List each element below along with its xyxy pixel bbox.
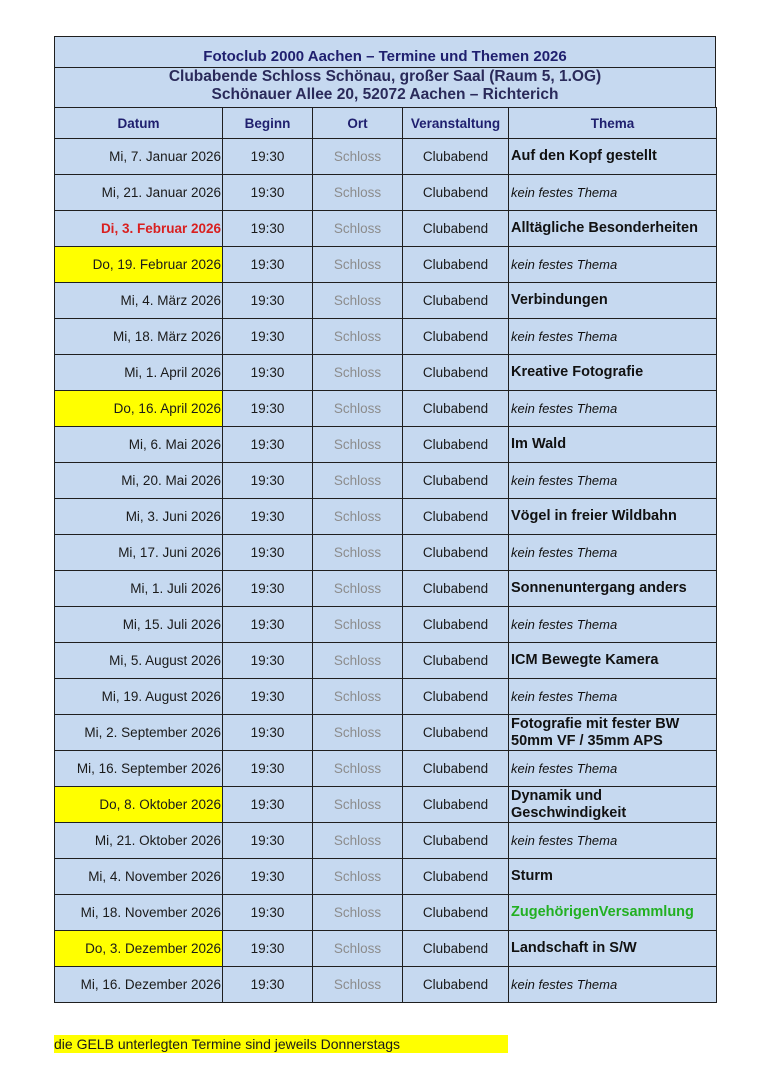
location-cell: Schloss [313, 355, 403, 391]
theme-cell: Dynamik und Geschwindigkeit [509, 787, 717, 823]
time-cell: 19:30 [223, 643, 313, 679]
table-row [55, 643, 717, 679]
date-cell: Mi, 5. August 2026 [55, 643, 223, 679]
table-row [55, 499, 717, 535]
location-cell: Schloss [313, 463, 403, 499]
event-cell: Clubabend [403, 679, 509, 715]
time-cell: 19:30 [223, 319, 313, 355]
page-title: Fotoclub 2000 Aachen – Termine und Themen 2026 [54, 36, 716, 67]
event-cell: Clubabend [403, 247, 509, 283]
theme-cell: Auf den Kopf gestellt [509, 139, 717, 175]
table-row [55, 715, 717, 751]
table-row [55, 823, 717, 859]
table-row [55, 247, 717, 283]
date-cell: Mi, 1. Juli 2026 [55, 571, 223, 607]
venue-line-2: Schönauer Allee 20, 52072 Aachen – Richterich [211, 86, 559, 103]
schedule-table [54, 107, 717, 1003]
date-cell: Mi, 17. Juni 2026 [55, 535, 223, 571]
date-cell: Do, 8. Oktober 2026 [55, 787, 223, 823]
location-cell: Schloss [313, 139, 403, 175]
event-cell: Clubabend [403, 535, 509, 571]
time-cell: 19:30 [223, 211, 313, 247]
date-cell: Mi, 21. Oktober 2026 [55, 823, 223, 859]
location-cell: Schloss [313, 895, 403, 931]
time-cell: 19:30 [223, 283, 313, 319]
table-row [55, 211, 717, 247]
date-cell: Mi, 16. Dezember 2026 [55, 967, 223, 1003]
date-cell: Di, 3. Februar 2026 [55, 211, 223, 247]
location-cell: Schloss [313, 751, 403, 787]
date-cell: Mi, 1. April 2026 [55, 355, 223, 391]
theme-cell: kein festes Thema [509, 967, 717, 1003]
event-cell: Clubabend [403, 931, 509, 967]
event-cell: Clubabend [403, 427, 509, 463]
date-cell: Mi, 4. November 2026 [55, 859, 223, 895]
date-cell: Do, 19. Februar 2026 [55, 247, 223, 283]
table-row [55, 391, 717, 427]
header-beginn: Beginn [223, 108, 313, 139]
table-row [55, 535, 717, 571]
event-cell: Clubabend [403, 643, 509, 679]
event-cell: Clubabend [403, 499, 509, 535]
theme-cell: kein festes Thema [509, 607, 717, 643]
table-row [55, 427, 717, 463]
location-cell: Schloss [313, 319, 403, 355]
theme-cell: Verbindungen [509, 283, 717, 319]
time-cell: 19:30 [223, 931, 313, 967]
time-cell: 19:30 [223, 787, 313, 823]
location-cell: Schloss [313, 787, 403, 823]
table-row [55, 787, 717, 823]
event-cell: Clubabend [403, 895, 509, 931]
venue-block [54, 67, 716, 107]
theme-cell: Im Wald [509, 427, 717, 463]
table-row [55, 967, 717, 1003]
theme-cell: kein festes Thema [509, 391, 717, 427]
date-cell: Mi, 3. Juni 2026 [55, 499, 223, 535]
event-cell: Clubabend [403, 139, 509, 175]
theme-cell: Landschaft in S/W [509, 931, 717, 967]
theme-cell: kein festes Thema [509, 679, 717, 715]
date-cell: Mi, 6. Mai 2026 [55, 427, 223, 463]
time-cell: 19:30 [223, 391, 313, 427]
date-cell: Mi, 21. Januar 2026 [55, 175, 223, 211]
event-cell: Clubabend [403, 715, 509, 751]
event-cell: Clubabend [403, 607, 509, 643]
time-cell: 19:30 [223, 823, 313, 859]
time-cell: 19:30 [223, 355, 313, 391]
theme-cell: kein festes Thema [509, 175, 717, 211]
location-cell: Schloss [313, 427, 403, 463]
schedule-sheet [54, 36, 716, 1003]
event-cell: Clubabend [403, 823, 509, 859]
date-cell: Mi, 7. Januar 2026 [55, 139, 223, 175]
header-thema: Thema [509, 108, 717, 139]
time-cell: 19:30 [223, 247, 313, 283]
location-cell: Schloss [313, 391, 403, 427]
header-datum: Datum [55, 108, 223, 139]
location-cell: Schloss [313, 931, 403, 967]
date-cell: Mi, 18. November 2026 [55, 895, 223, 931]
theme-cell: kein festes Thema [509, 463, 717, 499]
table-row [55, 571, 717, 607]
theme-cell: kein festes Thema [509, 535, 717, 571]
table-row [55, 139, 717, 175]
location-cell: Schloss [313, 715, 403, 751]
event-cell: Clubabend [403, 211, 509, 247]
time-cell: 19:30 [223, 139, 313, 175]
venue-line-1: Clubabende Schloss Schönau, großer Saal (Raum 5, 1.OG) [168, 68, 602, 85]
table-row [55, 931, 717, 967]
date-cell: Mi, 4. März 2026 [55, 283, 223, 319]
location-cell: Schloss [313, 571, 403, 607]
date-cell: Mi, 16. September 2026 [55, 751, 223, 787]
location-cell: Schloss [313, 679, 403, 715]
event-cell: Clubabend [403, 175, 509, 211]
location-cell: Schloss [313, 283, 403, 319]
time-cell: 19:30 [223, 571, 313, 607]
footnote: die GELB unterlegten Termine sind jeweils Donnerstags [54, 1035, 508, 1053]
event-cell: Clubabend [403, 355, 509, 391]
location-cell: Schloss [313, 175, 403, 211]
theme-cell: kein festes Thema [509, 247, 717, 283]
header-veranstaltung: Veranstaltung [403, 108, 509, 139]
location-cell: Schloss [313, 499, 403, 535]
time-cell: 19:30 [223, 751, 313, 787]
table-row [55, 283, 717, 319]
date-cell: Do, 16. April 2026 [55, 391, 223, 427]
theme-cell: kein festes Thema [509, 319, 717, 355]
table-row [55, 607, 717, 643]
table-row [55, 751, 717, 787]
theme-cell: ICM Bewegte Kamera [509, 643, 717, 679]
theme-cell: ZugehörigenVersammlung [509, 895, 717, 931]
table-row [55, 463, 717, 499]
event-cell: Clubabend [403, 319, 509, 355]
time-cell: 19:30 [223, 679, 313, 715]
time-cell: 19:30 [223, 463, 313, 499]
location-cell: Schloss [313, 607, 403, 643]
location-cell: Schloss [313, 535, 403, 571]
event-cell: Clubabend [403, 859, 509, 895]
time-cell: 19:30 [223, 175, 313, 211]
theme-cell: Vögel in freier Wildbahn [509, 499, 717, 535]
time-cell: 19:30 [223, 607, 313, 643]
header-row [55, 108, 717, 139]
date-cell: Mi, 2. September 2026 [55, 715, 223, 751]
table-row [55, 895, 717, 931]
event-cell: Clubabend [403, 967, 509, 1003]
event-cell: Clubabend [403, 571, 509, 607]
event-cell: Clubabend [403, 751, 509, 787]
location-cell: Schloss [313, 211, 403, 247]
date-cell: Mi, 15. Juli 2026 [55, 607, 223, 643]
location-cell: Schloss [313, 643, 403, 679]
location-cell: Schloss [313, 823, 403, 859]
time-cell: 19:30 [223, 967, 313, 1003]
table-row [55, 355, 717, 391]
theme-cell: Fotografie mit fester BW 50mm VF / 35mm APS [509, 715, 717, 751]
event-cell: Clubabend [403, 463, 509, 499]
theme-cell: kein festes Thema [509, 823, 717, 859]
event-cell: Clubabend [403, 787, 509, 823]
theme-cell: Alltägliche Besonderheiten [509, 211, 717, 247]
location-cell: Schloss [313, 859, 403, 895]
event-cell: Clubabend [403, 283, 509, 319]
date-cell: Do, 3. Dezember 2026 [55, 931, 223, 967]
time-cell: 19:30 [223, 427, 313, 463]
time-cell: 19:30 [223, 715, 313, 751]
date-cell: Mi, 20. Mai 2026 [55, 463, 223, 499]
location-cell: Schloss [313, 247, 403, 283]
theme-cell: kein festes Thema [509, 751, 717, 787]
date-cell: Mi, 19. August 2026 [55, 679, 223, 715]
theme-cell: Kreative Fotografie [509, 355, 717, 391]
event-cell: Clubabend [403, 391, 509, 427]
date-cell: Mi, 18. März 2026 [55, 319, 223, 355]
theme-cell: Sturm [509, 859, 717, 895]
location-cell: Schloss [313, 967, 403, 1003]
table-row [55, 319, 717, 355]
time-cell: 19:30 [223, 895, 313, 931]
theme-cell: Sonnenuntergang anders [509, 571, 717, 607]
time-cell: 19:30 [223, 499, 313, 535]
table-row [55, 679, 717, 715]
time-cell: 19:30 [223, 535, 313, 571]
header-ort: Ort [313, 108, 403, 139]
table-row [55, 859, 717, 895]
table-row [55, 175, 717, 211]
time-cell: 19:30 [223, 859, 313, 895]
